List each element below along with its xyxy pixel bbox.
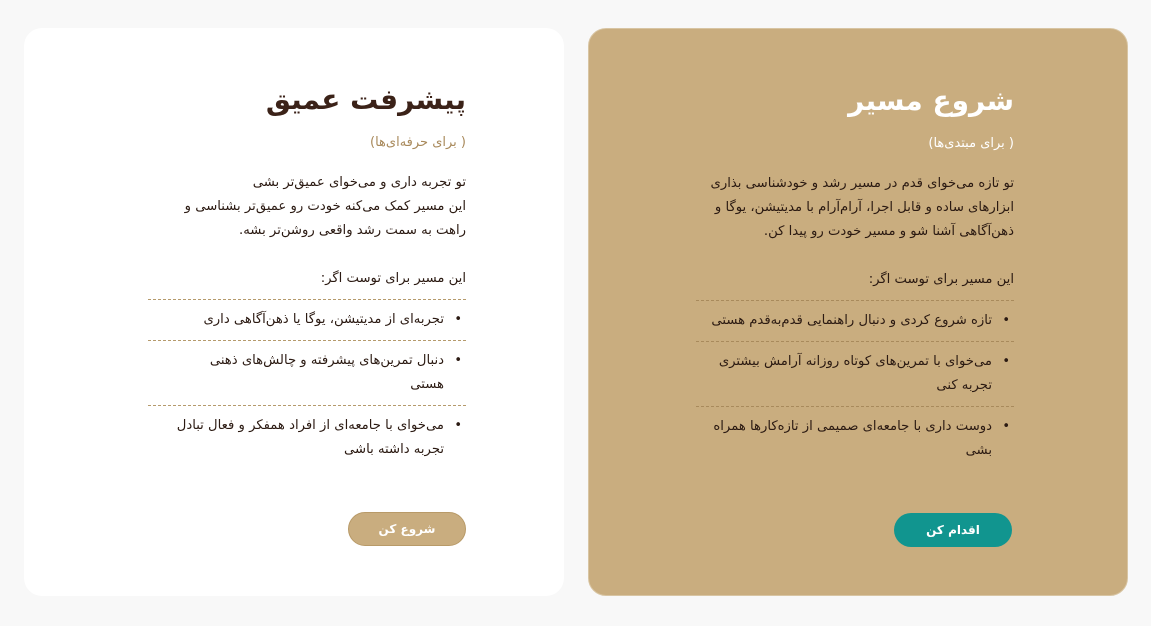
card-beginner-content [696,29,1014,471]
list-item: • می‌خوای با تمرین‌های کوتاه روزانه آرامش بیشتری تجربه کنی [696,341,1014,406]
card-subtitle: ( برای مبتدی‌ها) [928,136,1014,151]
list-intro: این مسیر برای توست اگر: [868,272,1014,287]
card-advanced-content [148,28,466,470]
bullet-icon: • [454,418,462,433]
bullet-icon: • [1002,313,1010,328]
desc-line: ابزارهای ساده و قابل اجرا، آرام‌آرام با مدیتیشن، یوگا و [714,200,1014,215]
list-item: • دنبال تمرین‌های پیشرفته و چالش‌های ذهنی هستی [148,340,466,405]
list-item: • تجربه‌ای از مدیتیشن، یوگا یا ذهن‌آگاهی داری [148,299,466,340]
feature-list [148,299,466,470]
desc-line: راهت به سمت رشد واقعی روشن‌تر بشه. [239,223,466,238]
desc-line: تو تجربه داری و می‌خوای عمیق‌تر بشی [252,175,466,190]
card-beginner [588,28,1128,596]
take-action-button[interactable]: اقدام کن [894,513,1012,547]
bullet-icon: • [454,353,462,368]
card-advanced [24,28,564,596]
card-description [696,172,1014,244]
start-button[interactable]: شروع کن [348,512,466,546]
bullet-icon: • [454,312,462,327]
list-intro: این مسیر برای توست اگر: [320,271,466,286]
list-item: • می‌خوای با جامعه‌ای از افراد همفکر و فعال تبادل تجربه داشته باشی [148,405,466,470]
desc-line: ذهن‌آگاهی آشنا شو و مسیر خودت رو پیدا کن. [763,224,1014,239]
feature-list [696,300,1014,471]
bullet-icon: • [1002,354,1010,369]
card-title: پیشرفت عمیق [265,83,466,116]
list-item: • دوست داری با جامعه‌ای صمیمی از تازه‌کارها همراه بشی [696,406,1014,471]
bullet-icon: • [1002,419,1010,434]
list-item: • تازه شروع کردی و دنبال راهنمایی قدم‌به‌قدم هستی [696,300,1014,341]
desc-line: این مسیر کمک می‌کنه خودت رو عمیق‌تر بشناسی و [184,199,466,214]
card-title: شروع مسیر [848,84,1014,117]
card-description [148,171,466,243]
card-subtitle: ( برای حرفه‌ای‌ها) [370,135,466,150]
desc-line: تو تازه می‌خوای قدم در مسیر رشد و خودشناسی بذاری [710,176,1014,191]
